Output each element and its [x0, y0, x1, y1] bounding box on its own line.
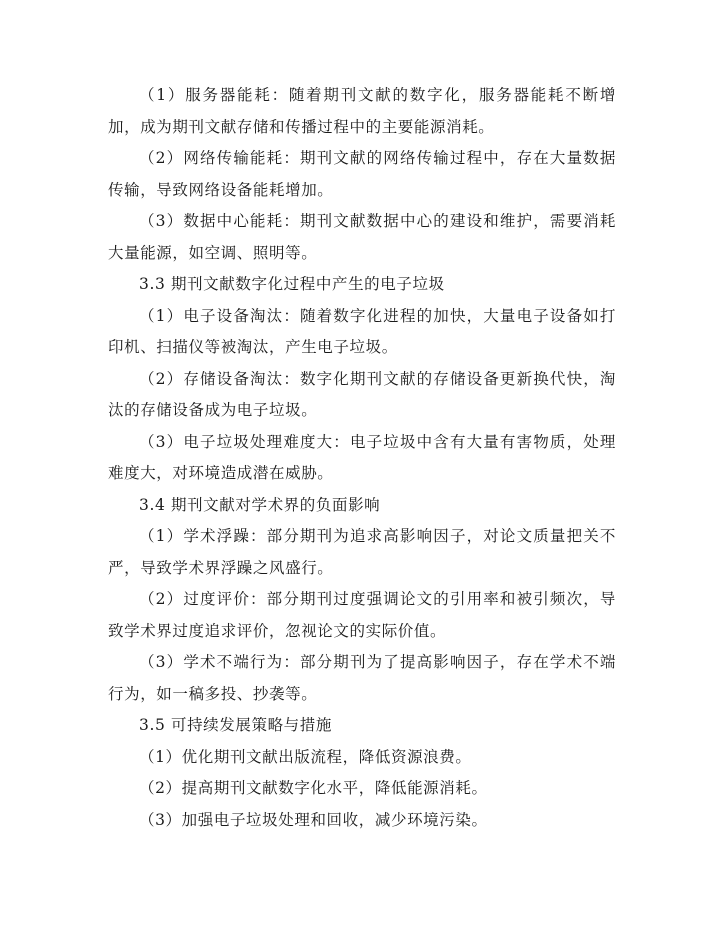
paragraph-network-energy: （2）网络传输能耗：期刊文献的网络传输过程中，存在大量数据传输，导致网络设备能耗增加。: [108, 149, 616, 199]
paragraph-server-energy: （1）服务器能耗：随着期刊文献的数字化，服务器能耗不断增加，成为期刊文献存储和传播过程中的主要能源消耗。: [108, 86, 616, 136]
section-heading-3-3: 3.3 期刊文献数字化过程中产生的电子垃圾: [139, 275, 445, 293]
paragraph-storage-obsolete: （2）存储设备淘汰：数字化期刊文献的存储设备更新换代快，淘汰的存储设备成为电子垃圾。: [108, 369, 616, 419]
section-heading-3-4: 3.4 期刊文献对学术界的负面影响: [139, 495, 381, 514]
paragraph-over-evaluation: （2）过度评价：部分期刊过度强调论文的引用率和被引频次，导致学术界过度追求评价，忽视论文的实际价值。: [108, 590, 616, 640]
paragraph-academic-impetuosity: （1）学术浮躁：部分期刊为追求高影响因子，对论文质量把关不严，导致学术界浮躁之风盛行。: [108, 527, 616, 577]
paragraph-misconduct: （3）学术不端行为：部分期刊为了提高影响因子，存在学术不端行为，如一稿多投、抄袭等。: [108, 653, 616, 703]
paragraph-device-obsolete: （1）电子设备淘汰：随着数字化进程的加快，大量电子设备如打印机、扫描仪等被淘汰，产生电子垃圾。: [108, 306, 616, 356]
paragraph-datacenter-energy: （3）数据中心能耗：期刊文献数据中心的建设和维护，需要消耗大量能源，如空调、照明等。: [108, 212, 616, 262]
paragraph-digitization-level: （2）提高期刊文献数字化水平，降低能源消耗。: [139, 779, 488, 797]
document-body: [108, 80, 616, 836]
paragraph-optimize-process: （1）优化期刊文献出版流程，降低资源浪费。: [139, 747, 472, 766]
paragraph-ewaste-difficulty: （3）电子垃圾处理难度大：电子垃圾中含有大量有害物质，处理难度大，对环境造成潜在威胁。: [108, 432, 616, 482]
section-heading-3-5: 3.5 可持续发展策略与措施: [139, 716, 332, 734]
paragraph-ewaste-recycling: （3）加强电子垃圾处理和回收，减少环境污染。: [139, 810, 488, 829]
